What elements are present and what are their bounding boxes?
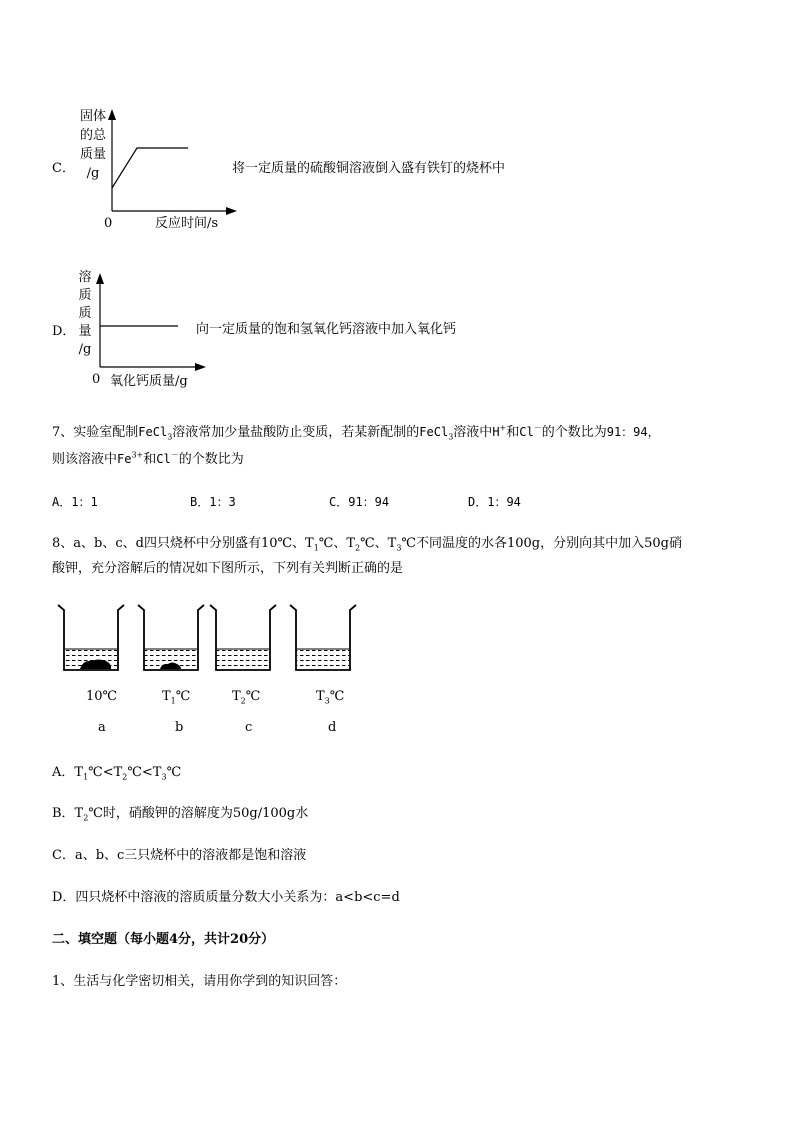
question-8-option-d[interactable]: D．四只烧杯中溶液的溶质质量分数大小关系为：a<b<c=d	[52, 890, 400, 905]
question-7-option-c[interactable]: C．91：94	[329, 495, 390, 509]
question-8-option-a[interactable]: A．$T_1℃<T_2℃<T_3℃$	[52, 765, 182, 782]
beaker-d-temp: $T_3℃$	[316, 689, 345, 706]
graph-c-x-axis-label: 反应时间/s	[155, 216, 219, 231]
y-label-line: 量	[78, 324, 92, 339]
question-7-option-d[interactable]: D．1：94	[468, 495, 521, 509]
beaker-b-letter: b	[175, 720, 184, 735]
graph-d-description: 向一定质量的饱和氢氧化钙溶液中加入氧化钙	[196, 322, 457, 337]
y-label-line: 质	[78, 288, 92, 303]
beaker-a-temp: 10℃	[86, 689, 118, 704]
y-label-line: /g	[78, 342, 92, 357]
section-2-question-1: 1、生活与化学密切相关，请用你学到的知识回答：	[52, 974, 347, 989]
section-2-title: 二、填空题（每小题4分，共计20分）	[52, 932, 275, 947]
beaker-b-temp: $T_1℃$	[162, 689, 191, 706]
beaker-c-temp: $T_2℃$	[232, 689, 261, 706]
graph-d-origin: 0	[92, 372, 101, 387]
question-7-line-1: 7、实验室配制FeCl$_3$溶液常加少量盐酸防止变质，若某新配制的FeCl$_3$溶液中H+和Cl－的个数比为91：94，	[52, 423, 660, 442]
y-label-line: 的总	[79, 128, 106, 143]
question-8-option-b[interactable]: B．$T_2℃$时，硝酸钾的溶解度为50g/100g水	[52, 806, 309, 823]
question-8-line-1: 8、a、b、c、d四只烧杯中分别盛有10℃、$T_1℃$、$T_2℃$、$T_3℃$不同温度的水各100g，分别向其中加入50g硝	[52, 536, 682, 553]
beaker-c	[210, 605, 276, 670]
beaker-b	[138, 605, 204, 670]
question-8-option-c[interactable]: C．a、b、c三只烧杯中的溶液都是饱和溶液	[52, 848, 307, 863]
beaker-c-letter: c	[245, 720, 253, 735]
beaker-d	[290, 605, 356, 670]
option-d-label: D．	[52, 324, 76, 339]
beaker-a	[58, 605, 124, 670]
y-label-line: 质量	[79, 147, 106, 162]
option-c-label: C．	[52, 161, 75, 176]
y-label-line: 固体	[79, 109, 106, 124]
graph-d-x-axis-label: 氧化钙质量/g	[110, 374, 188, 389]
question-8-line-2: 酸钾，充分溶解后的情况如下图所示，下列有关判断正确的是	[52, 561, 404, 576]
y-label-line: 质	[78, 306, 92, 321]
question-7-option-a[interactable]: A．1：1	[52, 495, 98, 509]
question-7-option-b[interactable]: B．1：3	[190, 495, 236, 509]
y-label-line: /g	[86, 166, 100, 181]
graph-c-description: 将一定质量的硫酸铜溶液倒入盛有铁钉的烧杯中	[232, 161, 506, 176]
y-label-line: 溶	[78, 270, 92, 285]
beaker-a-letter: a	[98, 720, 106, 735]
beaker-d-letter: d	[328, 720, 337, 735]
question-7-line-2: 则该溶液中$Fe^{3+}$和Cl－的个数比为	[52, 450, 244, 467]
graph-c-origin: 0	[104, 216, 113, 231]
